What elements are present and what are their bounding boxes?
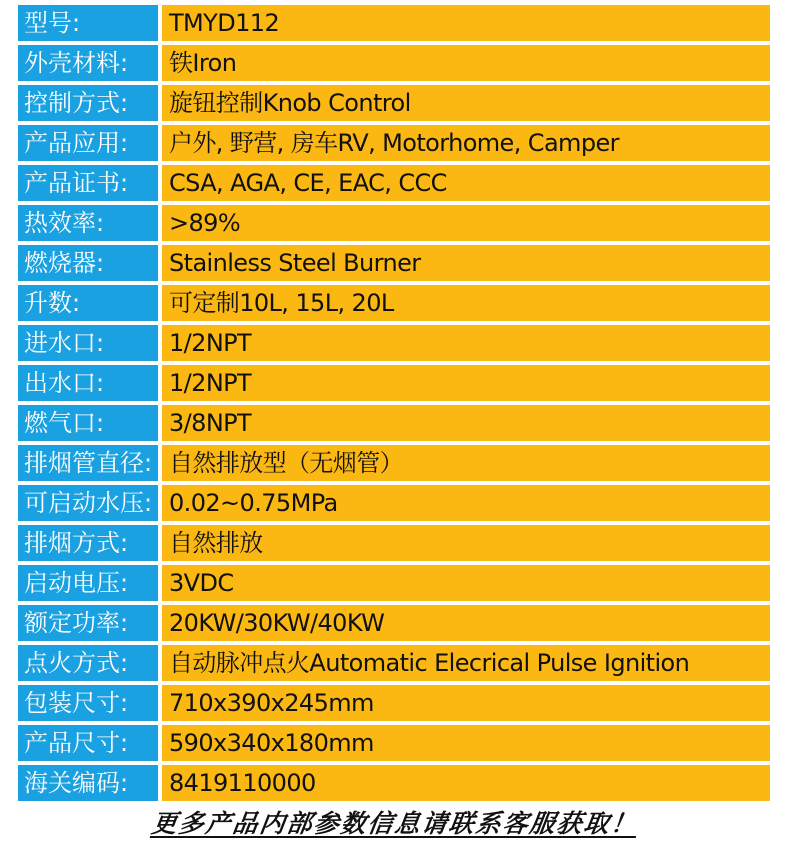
spec-value: 户外, 野营, 房车RV, Motorhome, Camper: [162, 125, 770, 161]
spec-row-control-method: [18, 85, 770, 121]
spec-row-rated-power: [18, 605, 770, 641]
spec-value: TMYD112: [162, 5, 770, 41]
spec-label: 可启动水压:: [18, 485, 158, 521]
spec-label: 产品证书:: [18, 165, 158, 201]
spec-value: 3VDC: [162, 565, 770, 601]
spec-row-capacity: [18, 285, 770, 321]
spec-row-ignition-method: [18, 645, 770, 681]
spec-label: 点火方式:: [18, 645, 158, 681]
spec-value: 3/8NPT: [162, 405, 770, 441]
spec-table: [18, 5, 770, 805]
spec-label: 进水口:: [18, 325, 158, 361]
spec-label: 控制方式:: [18, 85, 158, 121]
spec-row-start-voltage: [18, 565, 770, 601]
spec-value: >89%: [162, 205, 770, 241]
spec-row-product-size: [18, 725, 770, 761]
spec-value: 可定制10L, 15L, 20L: [162, 285, 770, 321]
spec-row-start-water-pressure: [18, 485, 770, 521]
spec-row-flue-diameter: [18, 445, 770, 481]
spec-row-application: [18, 125, 770, 161]
spec-label: 启动电压:: [18, 565, 158, 601]
spec-label: 燃气口:: [18, 405, 158, 441]
spec-row-exhaust-method: [18, 525, 770, 561]
spec-value: 710x390x245mm: [162, 685, 770, 721]
spec-value: 自动脉冲点火Automatic Elecrical Pulse Ignition: [162, 645, 770, 681]
spec-row-water-outlet: [18, 365, 770, 401]
spec-value: 20KW/30KW/40KW: [162, 605, 770, 641]
spec-row-housing-material: [18, 45, 770, 81]
spec-row-model: [18, 5, 770, 41]
spec-value: 自然排放: [162, 525, 770, 561]
spec-value: 1/2NPT: [162, 325, 770, 361]
footer: [0, 804, 790, 840]
spec-value: Stainless Steel Burner: [162, 245, 770, 281]
spec-value: 铁Iron: [162, 45, 770, 81]
spec-value: 590x340x180mm: [162, 725, 770, 761]
spec-label: 外壳材料:: [18, 45, 158, 81]
footer-note: 更多产品内部参数信息请联系客服获取！: [149, 809, 640, 838]
spec-row-gas-inlet: [18, 405, 770, 441]
spec-label: 产品应用:: [18, 125, 158, 161]
spec-value: CSA, AGA, CE, EAC, CCC: [162, 165, 770, 201]
spec-row-thermal-efficiency: [18, 205, 770, 241]
spec-value: 1/2NPT: [162, 365, 770, 401]
spec-value: 自然排放型（无烟管）: [162, 445, 770, 481]
spec-row-water-inlet: [18, 325, 770, 361]
spec-label: 燃烧器:: [18, 245, 158, 281]
spec-label: 型号:: [18, 5, 158, 41]
spec-label: 排烟管直径:: [18, 445, 158, 481]
spec-label: 产品尺寸:: [18, 725, 158, 761]
spec-row-package-size: [18, 685, 770, 721]
spec-label: 出水口:: [18, 365, 158, 401]
spec-label: 热效率:: [18, 205, 158, 241]
spec-row-burner: [18, 245, 770, 281]
spec-value: 0.02~0.75MPa: [162, 485, 770, 521]
spec-label: 排烟方式:: [18, 525, 158, 561]
spec-label: 包装尺寸:: [18, 685, 158, 721]
spec-label: 海关编码:: [18, 765, 158, 801]
spec-row-hs-code: [18, 765, 770, 801]
spec-value: 8419110000: [162, 765, 770, 801]
spec-label: 升数:: [18, 285, 158, 321]
spec-value: 旋钮控制Knob Control: [162, 85, 770, 121]
spec-label: 额定功率:: [18, 605, 158, 641]
spec-row-certificates: [18, 165, 770, 201]
